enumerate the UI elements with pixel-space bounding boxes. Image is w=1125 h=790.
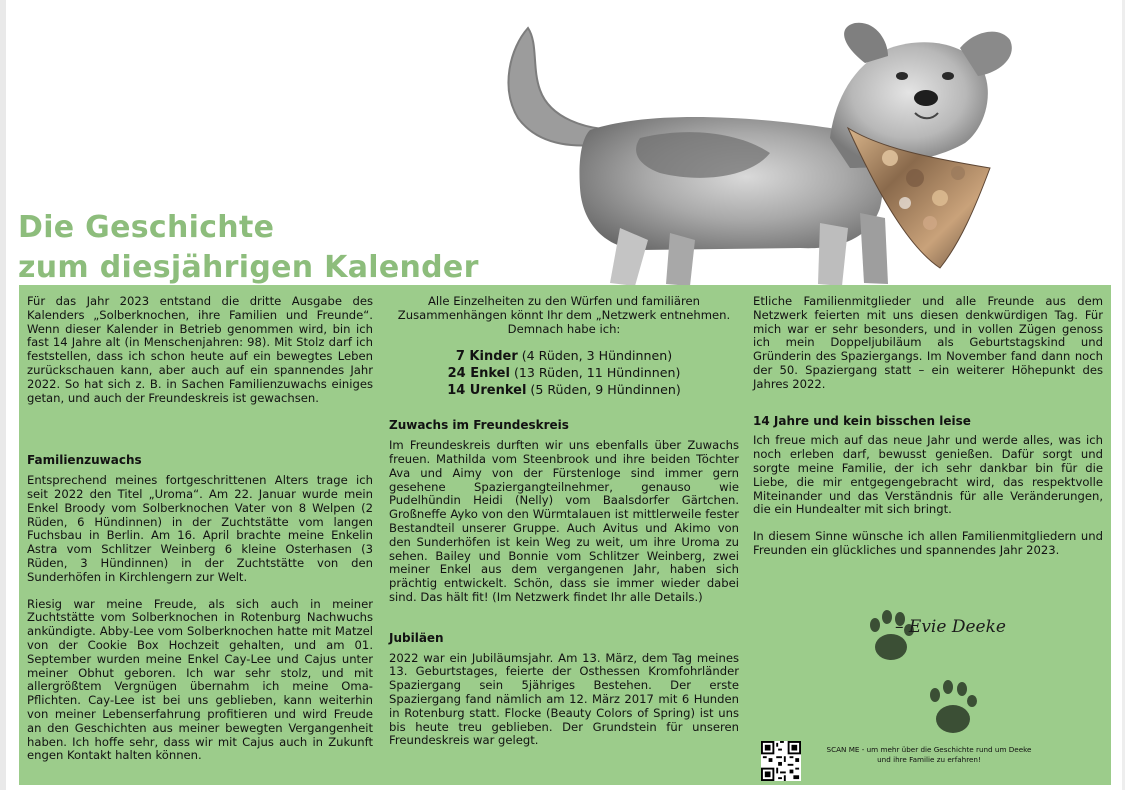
heading-familienzuwachs: Familienzuwachs: [27, 453, 142, 468]
page-title: [18, 208, 479, 288]
intro-paragraph: Für das Jahr 2023 entstand die dritte Ausgabe des Kalenders „Solberknochen, ihre Familien und Freunde“. Wenn dieser Kalender in Betrieb genommen wird, bin ich fast 14 Jahre alt (in Menschenjahren: 98). Mit Stolz darf ich feststellen, dass ich schon heute auf ein bewegtes Leben zurückschauen kann, aber auch auf ein spannendes Jahr 2022. So hat sich z. B. in Sachen Familienzuwachs einiges getan, und auch der Freundeskreis ist gewachsen.: [27, 294, 373, 405]
familienzuwachs-paragraph-1: Entsprechend meines fortgeschrittenen Alters trage ich seit 2022 den Titel „Uroma“. Am 22. Januar wurde mein Enkel Broody vom Solberknochen Vater von 8 Welpen (2 Rüden, 6 Hündinnen) in der Zuchtstätte vom langen Fuchsbau in Berlin. Am 16. April brachte meine Enkelin Astra vom Schlitzer Weinberg 6 kleine Osterhasen (3 Rüden, 3 Hündinnen) in der Zuchtstätte von den Sunderhöfen in Kirchlengern zur Welt.: [27, 473, 373, 584]
title-line-1: Die Geschichte: [18, 210, 275, 245]
celebration-paragraph: Etliche Familienmitglieder und alle Freunde aus dem Netzwerk feierten mit uns diesen denkwürdigen Tag. Für mich war er sehr besonders, und in vollen Zügen genoss ich mein Doppeljubiläum als Geburtstagskind und Gründerin des Spaziergangs. Im November fand dann noch der 50. Spaziergang statt – ein weiterer Höhepunkt des Jahres 2022.: [753, 294, 1103, 391]
story-panel: [19, 285, 1111, 785]
heading-jubilaeen: Jubiläen: [389, 630, 444, 645]
paw-print-icon: [930, 680, 977, 733]
family-stats: [389, 348, 739, 399]
title-line-2: zum diesjährigen Kalender: [18, 250, 479, 285]
column-1: [27, 295, 373, 763]
heading-14-jahre: 14 Jahre und kein bisschen leise: [753, 413, 971, 428]
stats-intro: Alle Einzelheiten zu den Würfen und familiären Zusammenhängen könnt Ihr dem „Netzwerk entnehmen. Demnach habe ich:: [397, 294, 731, 336]
scan-me-line-2: und ihre Familie zu erfahren!: [877, 755, 981, 764]
qr-code[interactable]: [761, 741, 801, 781]
freundeskreis-paragraph: Im Freundeskreis durften wir uns ebenfalls über Zuwachs freuen. Mathilda vom Steenbrook und ihre beiden Töchter Ava und Aimy von der Fürstenloge sind immer gern gesehene Spaziergangteilnehmer, genauso wie Pudelhündin Heidi (Nelly) vom Baalsdorfer Gärtchen. Großneffe Ayko von den Würmtalauen ist mittlerweile fester Bestandteil unserer Gruppe. Auch Avitus und Akimo von den Sunderhöfen ist kein Weg zu weit, um ihre Uroma zu sehen. Bailey und Bonnie vom Schlitzer Weinberg, zwei meiner Enkel aus dem vergangenen Jahr, haben sich prächtig entwickelt. Schön, dass sie immer wieder dabei sind. Das hält fit! (Im Netzwerk findet Ihr alle Details.): [389, 438, 739, 604]
stat-enkel: 24 Enkel (13 Rüden, 11 Hündinnen): [447, 365, 681, 382]
page-edge: [0, 0, 6, 790]
signature-block: [859, 595, 1059, 755]
scan-me-line-1: SCAN ME - um mehr über die Geschichte rund um Deeke: [826, 745, 1032, 754]
jubilaeen-paragraph: 2022 war ein Jubiläumsjahr. Am 13. März, dem Tag meines 13. Geburtstages, feierte der Osthessen Kromfohrländer Spaziergang sein 5jähriges Bestehen. Der erste Spaziergang fand nämlich am 12. März 2017 mit 6 Hunden in Rotenburg statt. Flocke (Beauty Colors of Spring) ist uns bis heute treu geblieben. Der Grundstein für unseren Freundeskreis war gelegt.: [389, 650, 739, 748]
dog-illustration: [470, 18, 1040, 290]
column-3: [753, 295, 1103, 558]
wishes-paragraph: In diesem Sinne wünsche ich allen Familienmitgliedern und Freunden ein glückliches und spannendes Jahr 2023.: [753, 529, 1103, 557]
heading-zuwachs-freundeskreis: Zuwachs im Freundeskreis: [389, 418, 569, 433]
familienzuwachs-paragraph-2: Riesig war meine Freude, als sich auch in meiner Zuchtstätte vom Solberknochen in Rotenburg Nachwuchs ankündigte. Abby-Lee vom Solberknochen hatte mit Matzel von der Cookie Box Hochzeit gehalten, und am 01. September wurden meine Enkel Cay-Lee und Cajus unter meiner Obhut geboren. Ich war sehr stolz, und mit allergrößtem Vergnügen übernahm ich meine Oma-Pflichten. Cay-Lee ist bei uns geblieben, kann weiterhin von meiner Lebenserfahrung profitieren und wird Freude an den Geschichten aus meiner bewegten Vergangenheit haben. Ich hoffe sehr, dass wir mit Cajus auch in Zukunft engen Kontakt halten können.: [27, 596, 373, 763]
stat-urenkel: 14 Urenkel (5 Rüden, 9 Hündinnen): [447, 382, 681, 399]
column-2: [389, 295, 739, 748]
stat-kinder: 7 Kinder (4 Rüden, 3 Hündinnen): [455, 348, 673, 365]
scan-me-note: [809, 745, 1049, 765]
new-year-paragraph: Ich freue mich auf das neue Jahr und werde alles, was ich noch erleben darf, bewusst genießen. Dafür sorgt und sorgte meine Familie, der ich sehr dankbar bin für die Liebe, die mir entgegengebracht wird, das respektvolle Miteinander und das Verständnis für alle Veränderungen, die ein Hundealter mit sich bringt.: [753, 433, 1103, 517]
signature-text: – Evie Deeke: [895, 617, 1006, 637]
